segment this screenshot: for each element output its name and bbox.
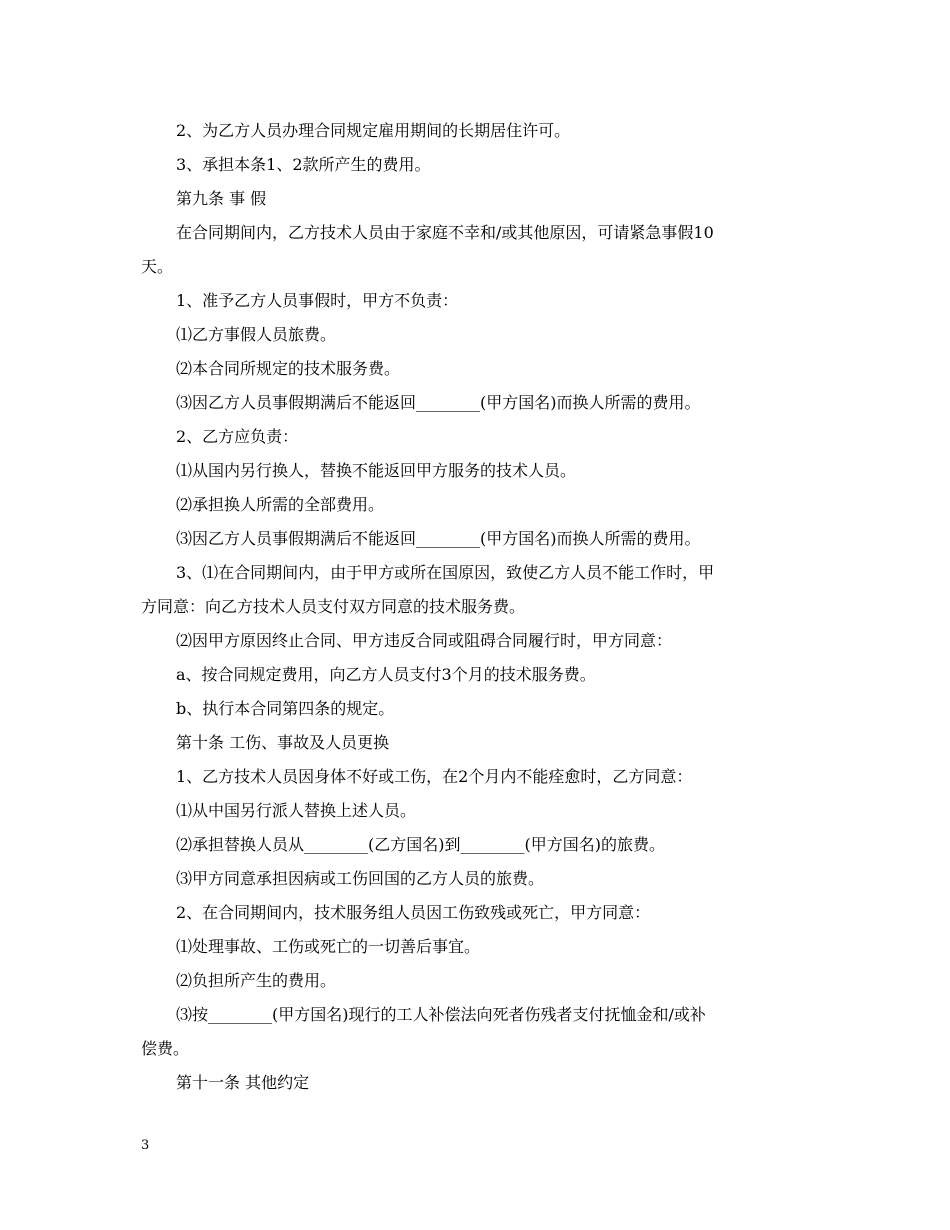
paragraph-line: 天。 [141, 257, 174, 276]
paragraph-line: ⑶甲方同意承担因病或工伤回国的乙方人员的旅费。 [176, 869, 545, 888]
page-number: 3 [141, 1138, 150, 1153]
document-body [141, 114, 811, 1100]
paragraph-line: 2、为乙方人员办理合同规定雇用期间的长期居住许可。 [176, 121, 571, 140]
paragraph-line: ⑵因甲方原因终止合同、甲方违反合同或阻碍合同履行时，甲方同意： [176, 631, 673, 650]
paragraph-line: 3、⑴在合同期间内，由于甲方或所在国原因，致使乙方人员不能工作时，甲 [176, 563, 715, 582]
paragraph-line: ⑵承担换人所需的全部费用。 [176, 495, 385, 514]
paragraph-line: b、执行本合同第四条的规定。 [176, 699, 395, 718]
paragraph-line: ⑴从中国另行派人替换上述人员。 [176, 801, 417, 820]
paragraph-line: ⑵本合同所规定的技术服务费。 [176, 359, 401, 378]
paragraph-line: ⑶因乙方人员事假期满后不能返回________(甲方国名)而换人所需的费用。 [176, 529, 701, 548]
paragraph-line: 1、乙方技术人员因身体不好或工伤，在2个月内不能痊愈时，乙方同意： [176, 767, 693, 786]
paragraph-line: 1、准予乙方人员事假时，甲方不负责： [176, 291, 459, 310]
paragraph-line: ⑵负担所产生的费用。 [176, 971, 337, 990]
section-heading: 第十条 工伤、事故及人员更换 [176, 733, 390, 752]
paragraph-line: 偿费。 [141, 1039, 190, 1058]
paragraph-line: ⑴乙方事假人员旅费。 [176, 325, 337, 344]
paragraph-line: ⑶因乙方人员事假期满后不能返回________(甲方国名)而换人所需的费用。 [176, 393, 701, 412]
paragraph-line: 方同意：向乙方技术人员支付双方同意的技术服务费。 [141, 597, 526, 616]
paragraph-line: 2、乙方应负责： [176, 427, 299, 446]
paragraph-line: ⑴从国内另行换人，替换不能返回甲方服务的技术人员。 [176, 461, 577, 480]
paragraph-line: 在合同期间内，乙方技术人员由于家庭不幸和/或其他原因，可请紧急事假10 [176, 223, 714, 242]
paragraph-line: ⑶按________(甲方国名)现行的工人补偿法向死者伤残者支付抚恤金和/或补 [176, 1005, 706, 1024]
paragraph-line: ⑴处理事故、工伤或死亡的一切善后事宜。 [176, 937, 481, 956]
paragraph-line: a、按合同规定费用，向乙方人员支付3个月的技术服务费。 [176, 665, 596, 684]
paragraph-line: 2、在合同期间内，技术服务组人员因工伤致残或死亡，甲方同意： [176, 903, 651, 922]
section-heading: 第九条 事 假 [176, 189, 267, 208]
paragraph-line: ⑵承担替换人员从________(乙方国名)到________(甲方国名)的旅费。 [176, 835, 665, 854]
section-heading: 第十一条 其他约定 [176, 1073, 310, 1092]
paragraph-line: 3、承担本条1、2款所产生的费用。 [176, 155, 431, 174]
